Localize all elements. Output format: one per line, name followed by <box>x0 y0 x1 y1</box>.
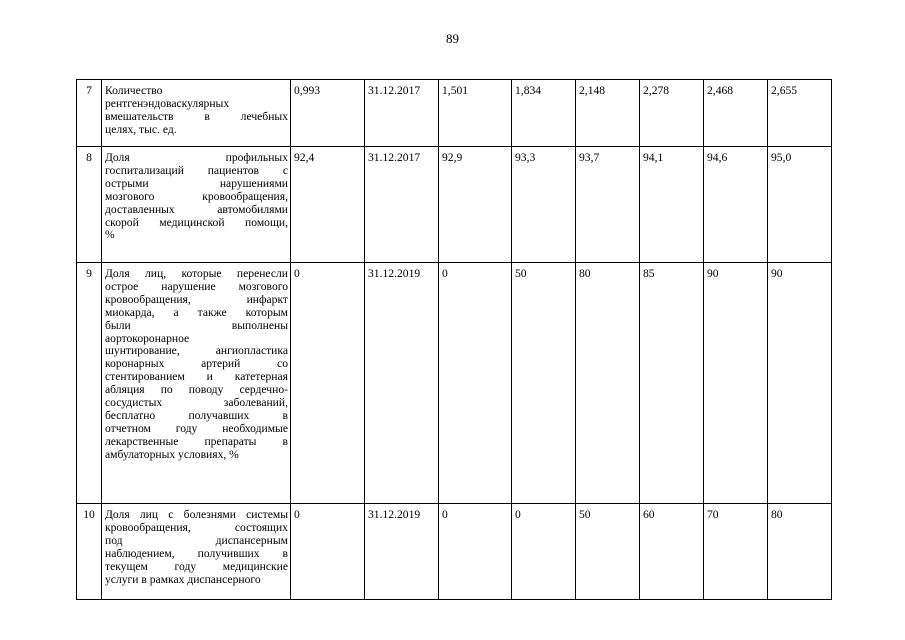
year-value: 2,148 <box>576 80 640 147</box>
description-line: стентированием и катетерная <box>105 370 288 384</box>
description-line: коронарных артерий со <box>105 357 288 371</box>
year-value: 93,3 <box>512 147 576 263</box>
description-line: были выполнены <box>105 318 288 332</box>
description-line: Доля лиц с болезнями системы <box>105 508 288 521</box>
description-line: % <box>105 228 115 242</box>
year-value: 0 <box>439 504 512 600</box>
indicator-description <box>102 147 291 263</box>
year-value: 2,655 <box>768 80 832 147</box>
base-value: 0 <box>291 263 365 504</box>
description-line: сосудистых заболеваний, <box>105 396 288 410</box>
description-line: текущем году медицинские <box>105 559 288 573</box>
indicator-description <box>102 80 291 147</box>
description-line: рентгенэндоваскулярных <box>105 96 230 110</box>
row-number: 10 <box>77 504 102 600</box>
description-line: лекарственные препараты в <box>105 434 288 448</box>
year-value: 70 <box>704 504 768 600</box>
year-value: 2,468 <box>704 80 768 147</box>
base-date: 31.12.2019 <box>365 504 439 600</box>
year-value: 85 <box>640 263 704 504</box>
year-value: 90 <box>704 263 768 504</box>
table-row <box>77 504 832 600</box>
description-line: острыми нарушениями <box>105 176 288 190</box>
base-date: 31.12.2019 <box>365 263 439 504</box>
description-line: вмешательств в лечебных <box>105 109 288 123</box>
description-line: абляция по поводу сердечно- <box>105 383 288 397</box>
year-value: 94,6 <box>704 147 768 263</box>
description-line: шунтирование, ангиопластика <box>105 344 288 358</box>
year-value: 50 <box>512 263 576 504</box>
base-date: 31.12.2017 <box>365 147 439 263</box>
table-row <box>77 80 832 147</box>
year-value: 80 <box>768 504 832 600</box>
indicator-description <box>102 504 291 600</box>
page-number: 89 <box>446 31 459 46</box>
description-line: отчетном году необходимые <box>105 421 288 435</box>
description-line: кровообращения, инфаркт <box>105 292 288 306</box>
base-value: 92,4 <box>291 147 365 263</box>
description-line: услуги в рамках диспансерного <box>105 572 261 586</box>
description-line: кровообращения, состоящих <box>105 520 288 534</box>
description-line: госпитализаций пациентов с <box>105 163 288 177</box>
year-value: 0 <box>439 263 512 504</box>
year-value: 50 <box>576 504 640 600</box>
year-value: 60 <box>640 504 704 600</box>
description-line: под диспансерным <box>105 533 288 547</box>
description-line: амбулаторных условиях, % <box>105 447 239 461</box>
row-number: 8 <box>77 147 102 263</box>
description-line: Доля профильных <box>105 151 288 164</box>
indicators-table <box>76 79 832 600</box>
description-line: скорой медицинской помощи, <box>105 215 288 229</box>
table-row <box>77 263 832 504</box>
base-value: 0 <box>291 504 365 600</box>
row-number: 9 <box>77 263 102 504</box>
indicator-description <box>102 263 291 504</box>
description-line: целях, тыс. ед. <box>105 122 177 136</box>
year-value: 1,834 <box>512 80 576 147</box>
base-date: 31.12.2017 <box>365 80 439 147</box>
year-value: 80 <box>576 263 640 504</box>
year-value: 0 <box>512 504 576 600</box>
year-value: 95,0 <box>768 147 832 263</box>
description-line: аортокоронарное <box>105 331 190 345</box>
description-line: мозгового кровообращения, <box>105 189 288 203</box>
year-value: 92,9 <box>439 147 512 263</box>
year-value: 93,7 <box>576 147 640 263</box>
description-line: Доля лиц, которые перенесли <box>105 267 288 280</box>
description-line: доставленных автомобилями <box>105 202 288 216</box>
table-row <box>77 147 832 263</box>
year-value: 1,501 <box>439 80 512 147</box>
description-line: Количество <box>105 84 163 97</box>
year-value: 94,1 <box>640 147 704 263</box>
year-value: 90 <box>768 263 832 504</box>
year-value: 2,278 <box>640 80 704 147</box>
description-line: бесплатно получавших в <box>105 408 288 422</box>
description-line: наблюдением, получивших в <box>105 546 288 560</box>
row-number: 7 <box>77 80 102 147</box>
description-line: острое нарушение мозгового <box>105 279 288 293</box>
description-line: миокарда, а также которым <box>105 305 288 319</box>
base-value: 0,993 <box>291 80 365 147</box>
